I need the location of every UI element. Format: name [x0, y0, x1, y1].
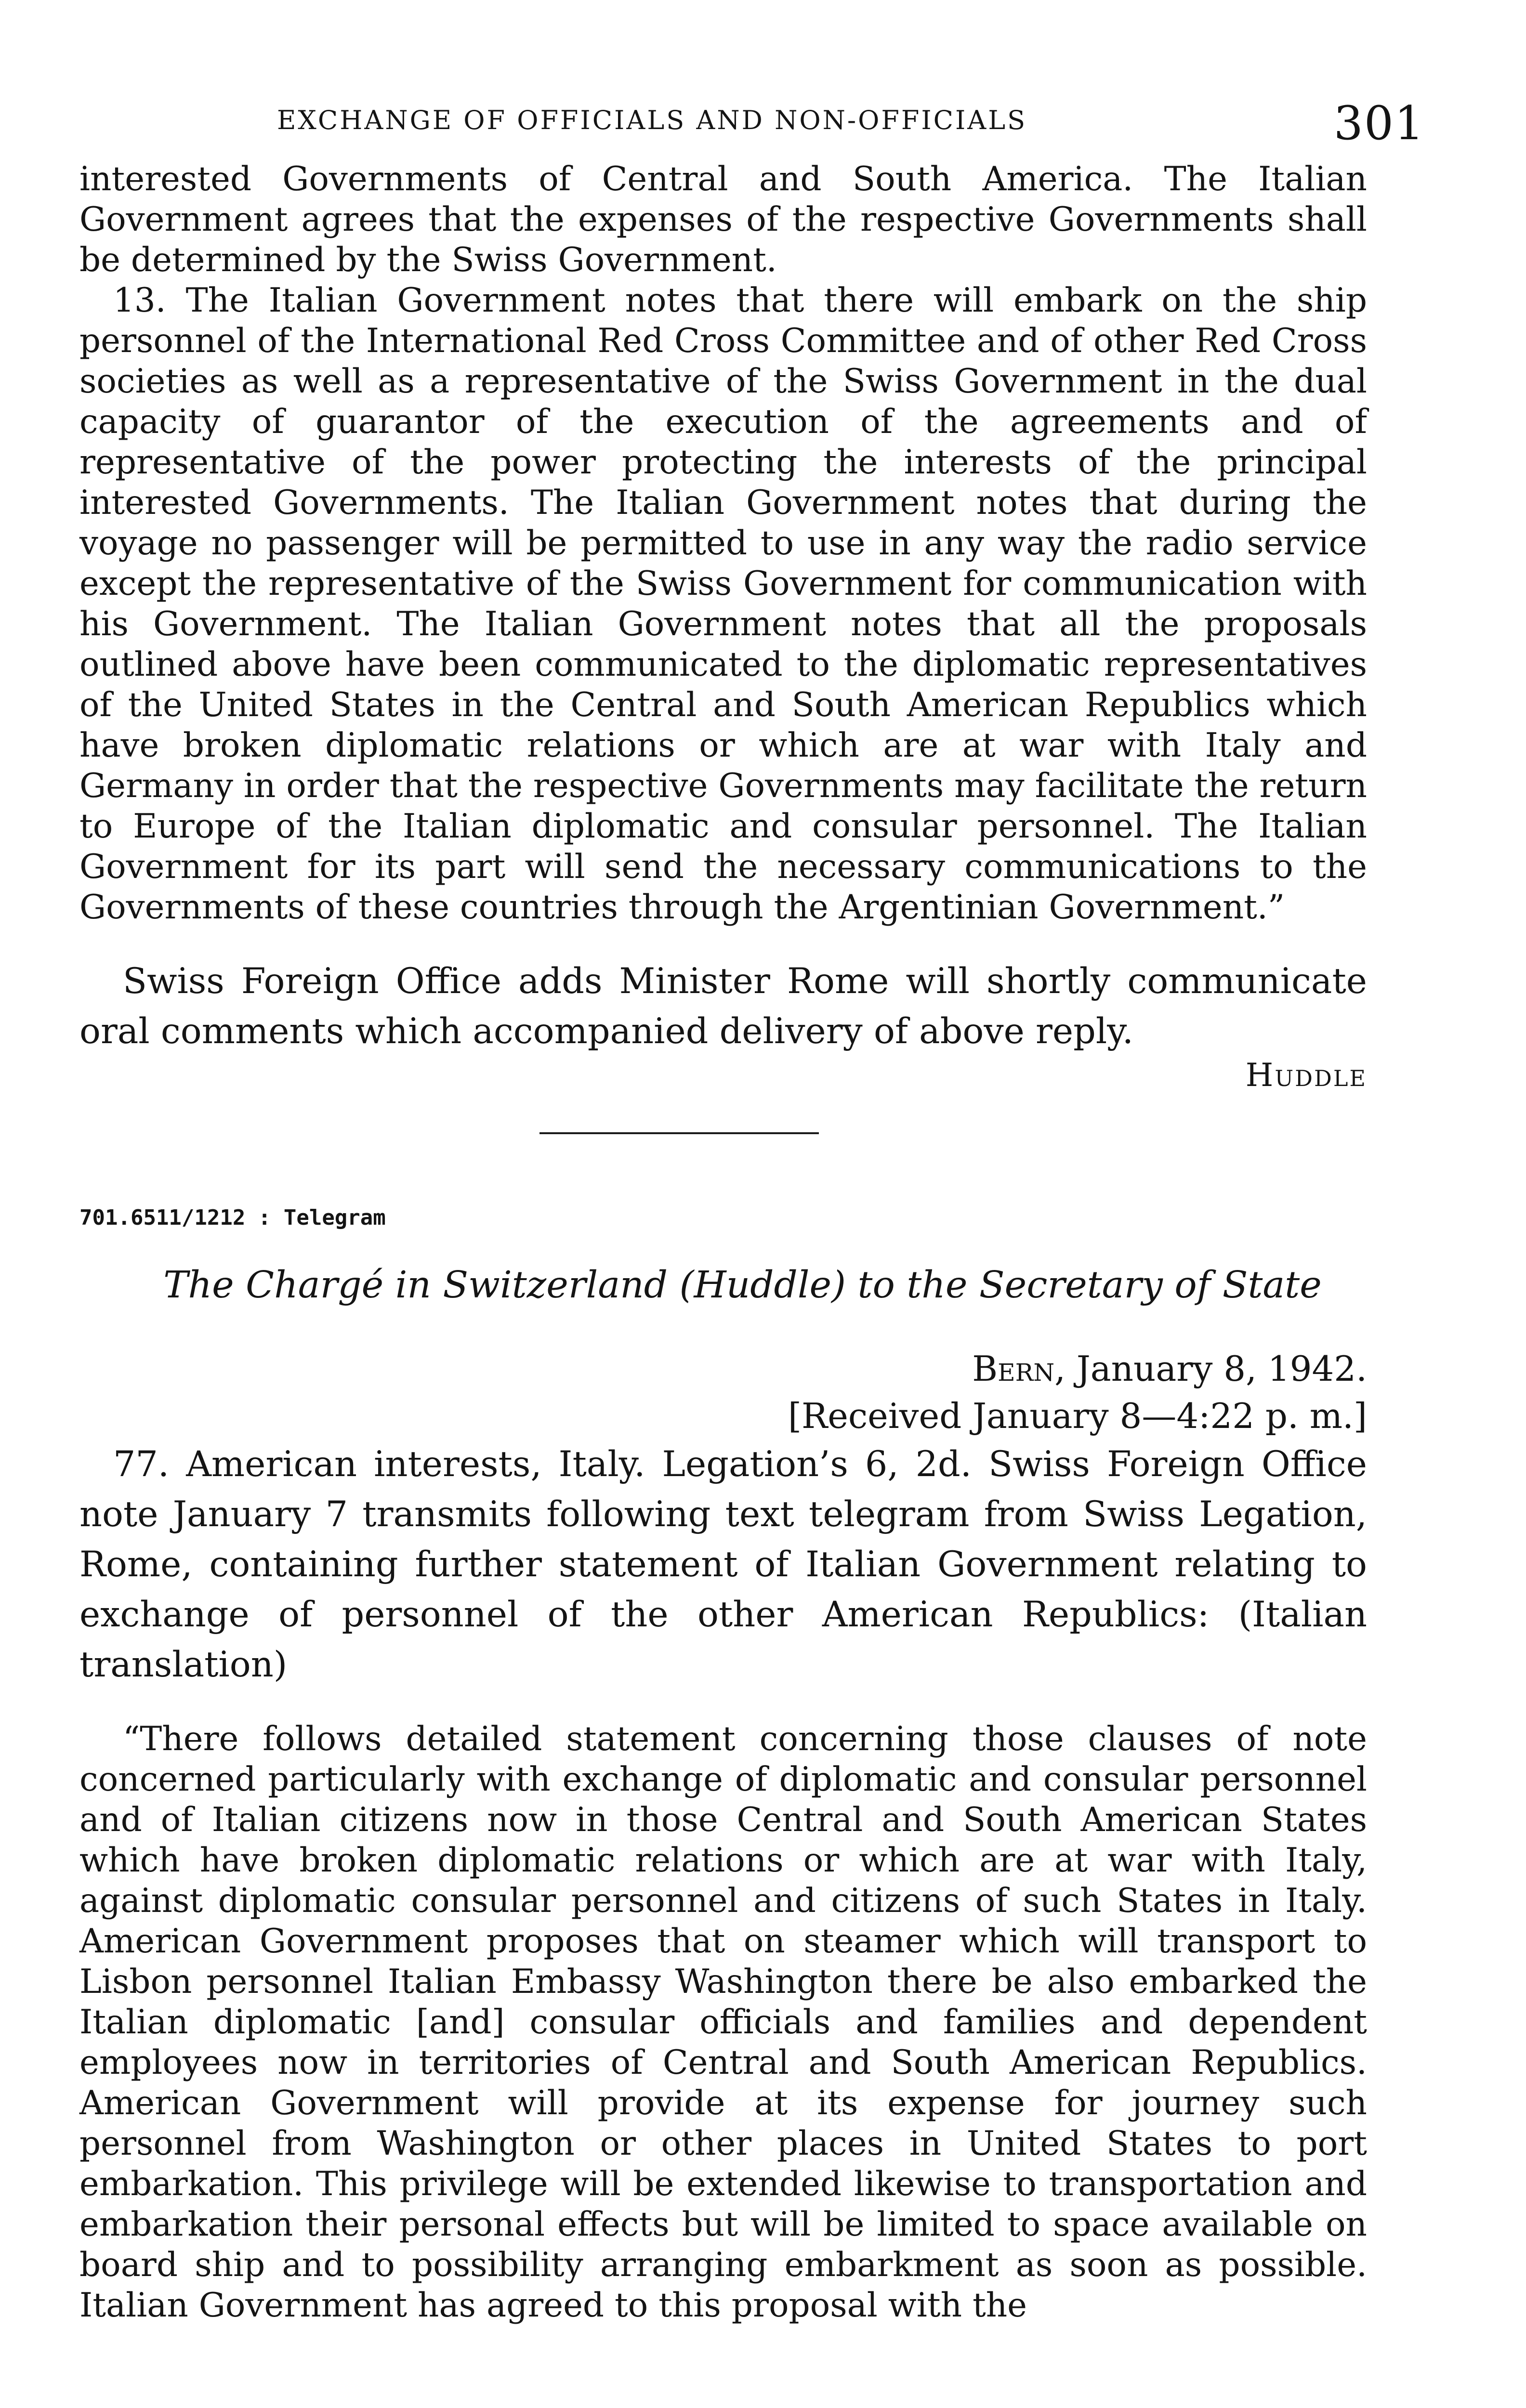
- received-stamp: [Received January 8—4:22 p. m.]: [788, 1396, 1367, 1436]
- paragraph-77: 77. American interests, Italy. Legation’s 6, 2d. Swiss Foreign Office note January 7 transmits following text telegram from Swiss Legation, Rome, containing further statement of Italian Government relating to exchange of personnel of the other American Republics: (Italian translation): [79, 1444, 1367, 1685]
- section-divider: [539, 1132, 819, 1134]
- file-reference: 701.6511/1212 : Telegram: [79, 1205, 386, 1230]
- dateline-date: , January 8, 1942.: [1054, 1348, 1367, 1389]
- running-header: [79, 96, 1425, 159]
- continuation-paragraph: interested Governments of Central and South America. The Italian Government agrees that the expenses of the respective Governments shall be determined by the Swiss Government.: [79, 160, 1367, 279]
- paragraph-13: 13. The Italian Government notes that there will embark on the ship personnel of the International Red Cross Committee and of other Red Cross societies as well as a representative of the Swiss Government in the dual capacity of guarantor of the execution of the agreements and of representative of the power protecting the interests of the principal interested Governments. The Italian Government notes that during the voyage no passenger will be permitted to use in any way the radio service except the representative of the Swiss Government for communication with his Government. The Italian Government notes that all the proposals outlined above have been communicated to the diplomatic representatives of the United States in the Central and South American Republics which have broken diplomatic relations or which are at war with Italy and Germany in order that the respective Governments may facilitate the return to Europe of the Italian diplomatic and consular personnel. The Italian Government for its part will send the necessary communications to the Governments of these countries through the Argentinian Government.”: [79, 281, 1367, 927]
- dateline: [79, 1345, 1367, 1392]
- page-number: 301: [1333, 96, 1425, 150]
- dateline-place: Bern: [972, 1348, 1055, 1389]
- running-title: EXCHANGE OF OFFICIALS AND NON-OFFICIALS: [277, 105, 1027, 135]
- quoted-statement: “There follows detailed statement concerning those clauses of note concerned particularly with exchange of diplomatic and consular personnel and of Italian citizens now in those Central and South American States which have broken diplomatic relations or which are at war with Italy, against diplomatic consular personnel and citizens of such States in Italy. American Government proposes that on steamer which will transport to Lisbon personnel Italian Embassy Washington there be also embarked the Italian diplomatic [and] consular officials and families and dependent employees now in territories of Central and South American Republics. American Government will provide at its expense for journey such personnel from Washington or other places in United States to port embarkation. This privilege will be extended likewise to transportation and embarkation their personal effects but will be limited to space available on board ship and to possibility arranging embarkment as soon as possible. Italian Government has agreed to this proposal with the: [79, 1720, 1367, 2325]
- closing-paragraph: Swiss Foreign Office adds Minister Rome will shortly communicate oral comments which accompanied delivery of above reply.: [79, 961, 1367, 1052]
- document-title: The Chargé in Switzerland (Huddle) to the Secretary of State: [163, 1264, 1322, 1307]
- signature: Huddle: [1245, 1057, 1367, 1094]
